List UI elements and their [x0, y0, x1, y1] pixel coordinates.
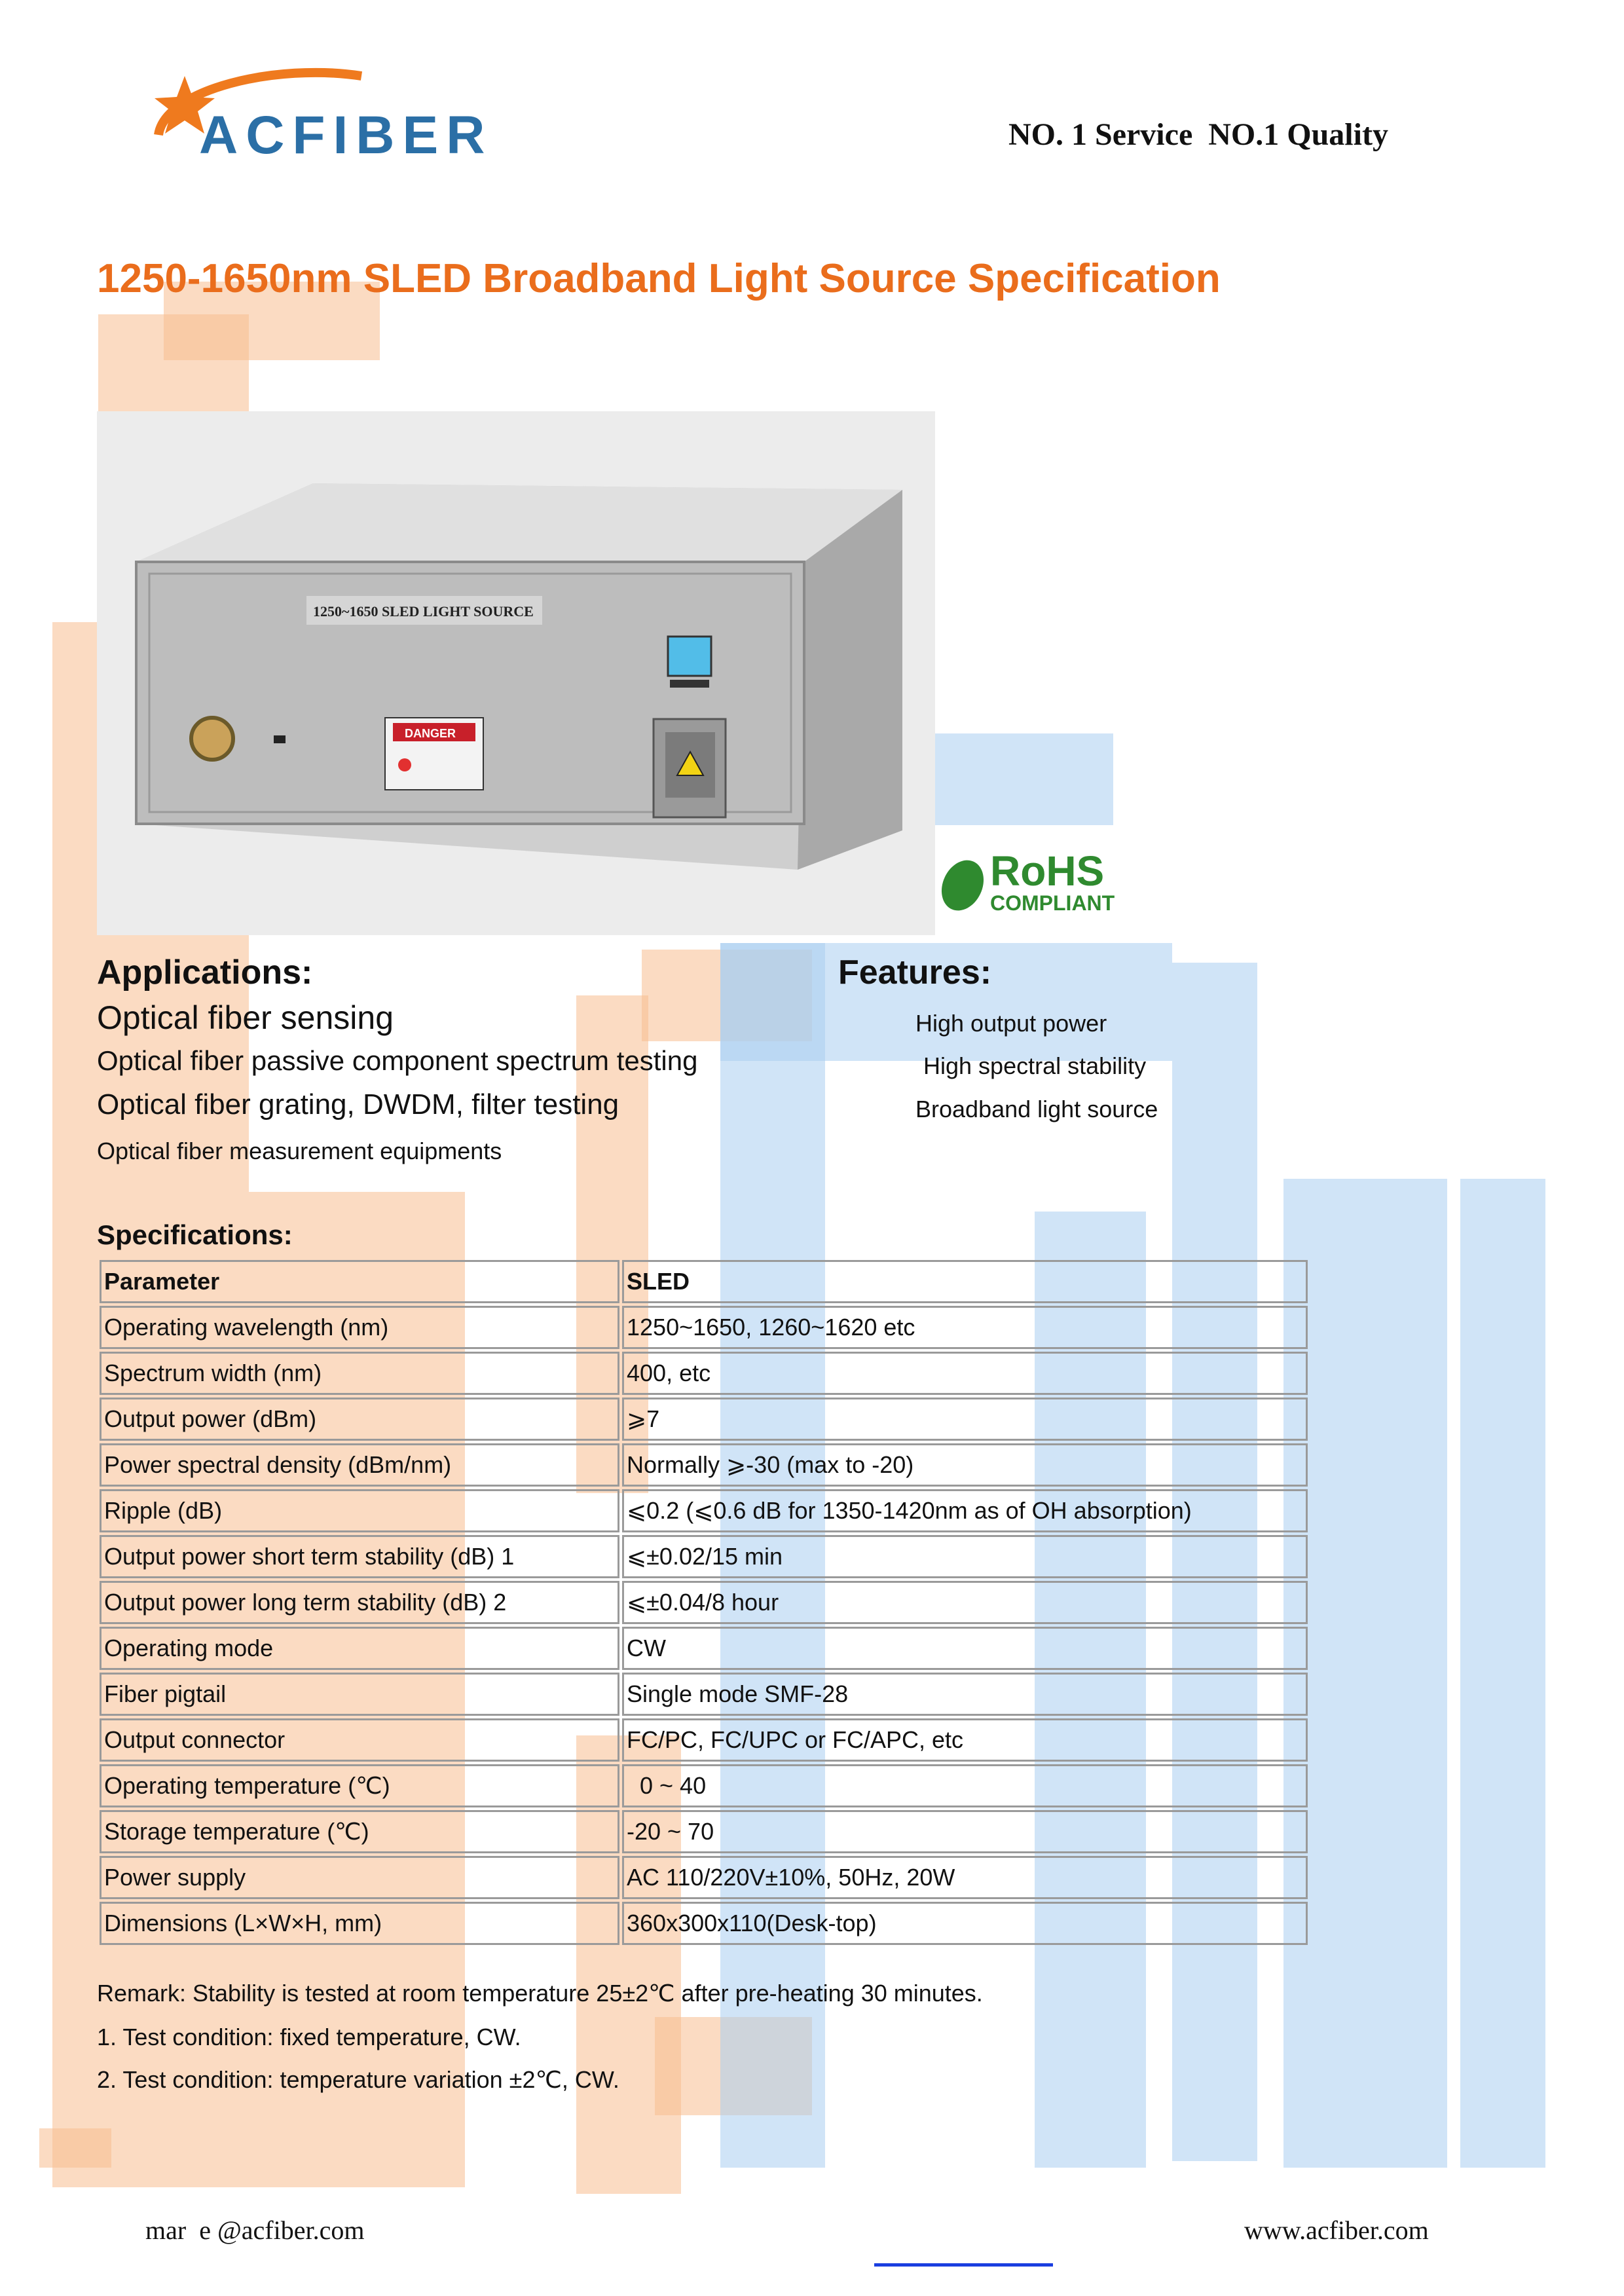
product-photo	[97, 411, 935, 935]
parameter-cell: Dimensions (L×W×H, mm)	[100, 1902, 619, 1945]
value-cell: CW	[622, 1627, 1308, 1670]
acfiber-logo	[145, 63, 493, 165]
applications-heading: Applications:	[97, 954, 313, 991]
value-cell: 1250~1650, 1260~1620 etc	[622, 1306, 1308, 1349]
specifications-heading: Specifications:	[97, 1219, 293, 1250]
table-row	[100, 1352, 1308, 1395]
table-row	[100, 1581, 1308, 1624]
logo-text: ACFIBER	[199, 105, 493, 165]
rohs-title: RoHS	[990, 847, 1105, 895]
table-header-cell: Parameter	[100, 1260, 619, 1303]
footer-website: www.acfiber.com	[1244, 2215, 1429, 2245]
parameter-cell: Output connector	[100, 1718, 619, 1762]
test-condition-note: 2. Test condition: temperature variation ±2℃, CW.	[97, 2066, 619, 2093]
table-row	[100, 1443, 1308, 1487]
features-heading: Features:	[838, 954, 992, 991]
value-cell: ⩽0.2 (⩽0.6 dB for 1350-1420nm as of OH absorption)	[622, 1489, 1308, 1532]
warning-label: DANGER	[405, 727, 456, 740]
parameter-cell: Operating mode	[100, 1627, 619, 1670]
slogan: NO. 1 Service NO.1 Quality	[1008, 117, 1388, 152]
value-cell: 360x300x110(Desk-top)	[622, 1902, 1308, 1945]
parameter-cell: Operating temperature (℃)	[100, 1764, 619, 1807]
parameter-cell: Output power short term stability (dB) 1	[100, 1535, 619, 1578]
table-row	[100, 1306, 1308, 1349]
watermark-stroke	[52, 622, 98, 2187]
rohs-subtitle: COMPLIANT	[990, 891, 1115, 915]
feature-item: Broadband light source	[915, 1096, 1158, 1122]
table-row	[100, 1673, 1308, 1716]
table-header-cell: SLED	[622, 1260, 1308, 1303]
table-row	[100, 1535, 1308, 1578]
footer-divider	[874, 2263, 1053, 2267]
value-cell: 400, etc	[622, 1352, 1308, 1395]
value-cell: ⩾7	[622, 1398, 1308, 1441]
value-cell: FC/PC, FC/UPC or FC/APC, etc	[622, 1718, 1308, 1762]
parameter-cell: Operating wavelength (nm)	[100, 1306, 619, 1349]
value-cell: Normally ⩾-30 (max to -20)	[622, 1443, 1308, 1487]
leaf-icon	[935, 845, 1132, 923]
remark-note: Remark: Stability is tested at room temperature 25±2℃ after pre-heating 30 minutes.	[97, 1980, 983, 2007]
table-row	[100, 1489, 1308, 1532]
panel-label: 1250~1650 SLED LIGHT SOURCE	[313, 603, 534, 620]
table-row	[100, 1627, 1308, 1670]
table-row	[100, 1764, 1308, 1807]
value-cell: 0 ~ 40	[622, 1764, 1308, 1807]
parameter-cell: Output power long term stability (dB) 2	[100, 1581, 619, 1624]
table-row	[100, 1810, 1308, 1853]
application-item: Optical fiber sensing	[97, 999, 394, 1036]
parameter-cell: Fiber pigtail	[100, 1673, 619, 1716]
watermark-stroke	[1460, 1179, 1545, 2168]
parameter-cell: Power supply	[100, 1856, 619, 1899]
table-row	[100, 1902, 1308, 1945]
parameter-cell: Storage temperature (℃)	[100, 1810, 619, 1853]
parameter-cell: Power spectral density (dBm/nm)	[100, 1443, 619, 1487]
sled-device-image	[97, 411, 935, 935]
watermark-stroke	[930, 733, 1113, 825]
application-item: Optical fiber measurement equipments	[97, 1138, 502, 1164]
table-row	[100, 1718, 1308, 1762]
value-cell: AC 110/220V±10%, 50Hz, 20W	[622, 1856, 1308, 1899]
value-cell: -20 ~ 70	[622, 1810, 1308, 1853]
value-cell: ⩽±0.02/15 min	[622, 1535, 1308, 1578]
parameter-cell: Ripple (dB)	[100, 1489, 619, 1532]
application-item: Optical fiber passive component spectrum testing	[97, 1045, 698, 1076]
rohs-badge	[935, 845, 1132, 923]
table-header-row	[100, 1260, 1308, 1303]
footer-email: mar e @acfiber.com	[145, 2215, 365, 2245]
test-condition-note: 1. Test condition: fixed temperature, CW.	[97, 2024, 521, 2050]
feature-item: High output power	[915, 1010, 1107, 1037]
parameter-cell: Output power (dBm)	[100, 1398, 619, 1441]
value-cell: Single mode SMF-28	[622, 1673, 1308, 1716]
parameter-cell: Spectrum width (nm)	[100, 1352, 619, 1395]
feature-item: High spectral stability	[923, 1052, 1147, 1079]
value-cell: ⩽±0.04/8 hour	[622, 1581, 1308, 1624]
specifications-table	[97, 1257, 1310, 1948]
table-row	[100, 1398, 1308, 1441]
application-item: Optical fiber grating, DWDM, filter testing	[97, 1088, 619, 1120]
table-row	[100, 1856, 1308, 1899]
page-title: 1250-1650nm SLED Broadband Light Source Specification	[97, 256, 1221, 301]
